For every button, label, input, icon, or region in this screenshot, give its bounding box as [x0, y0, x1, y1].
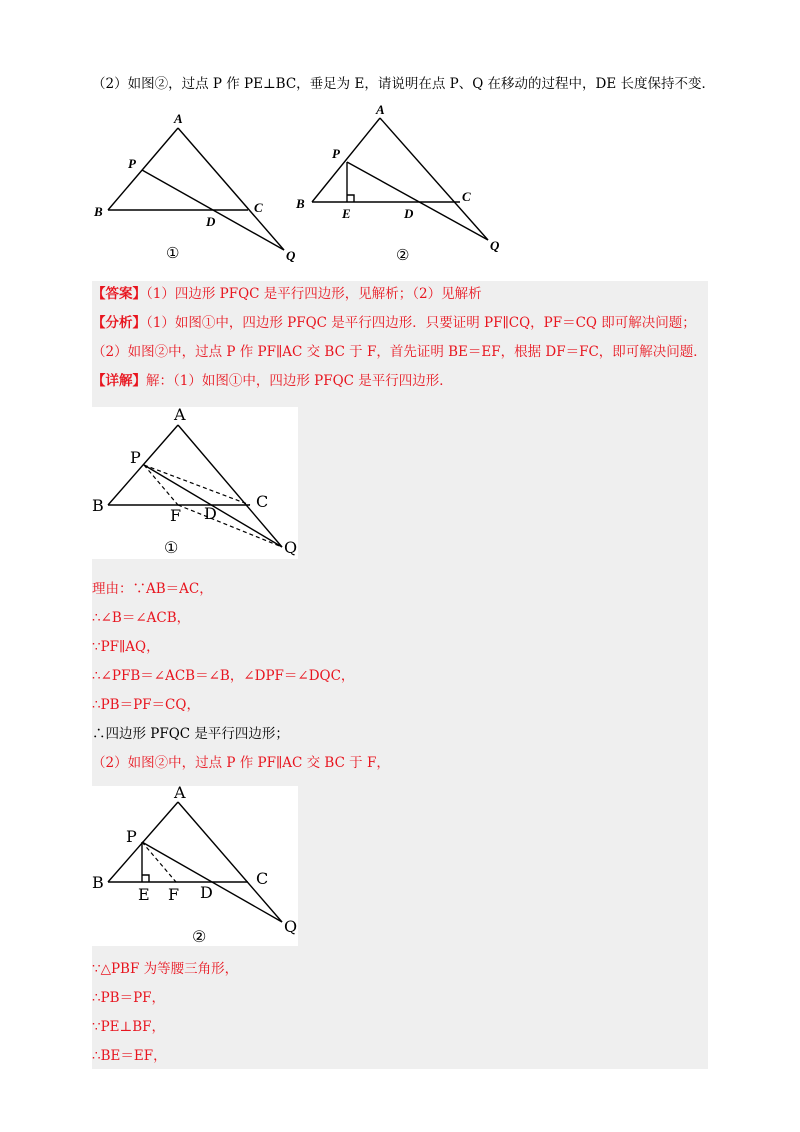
label-p: P: [126, 827, 137, 846]
proof-line: ∴PB＝PF，: [92, 990, 166, 1006]
proof-line: （2）如图②中，过点 P 作 PF∥AC 交 BC 于 F，: [92, 755, 390, 771]
label-a: A: [376, 102, 385, 117]
label-f: F: [170, 506, 182, 525]
label-c: C: [256, 492, 269, 511]
label-c: C: [254, 200, 263, 215]
detail-tag: 【详解】: [92, 373, 146, 389]
label-b: B: [92, 496, 104, 515]
label-d: D: [200, 883, 213, 902]
label-q: Q: [286, 248, 296, 263]
proof-line: ∴BE＝EF，: [92, 1048, 167, 1064]
answer-text: （1）四边形 PFQC 是平行四边形，见解析；（2）见解析: [146, 286, 482, 302]
analysis-tag: 【分析】: [92, 315, 146, 331]
label-c: C: [256, 869, 269, 888]
proof-line: ∵△PBF 为等腰三角形，: [92, 961, 239, 977]
figure-2-answer: [92, 786, 298, 946]
label-b: B: [92, 873, 104, 892]
label-b: B: [296, 196, 305, 211]
label-c: C: [462, 189, 471, 204]
detail-line: [92, 371, 453, 391]
detail-text: 解：（1）如图①中，四边形 PFQC 是平行四边形．: [146, 373, 453, 389]
label-f: F: [168, 885, 180, 904]
figure-1-question: [86, 108, 302, 268]
answer-tag: 【答案】: [92, 286, 146, 302]
label-a: A: [174, 111, 183, 126]
label-d: D: [404, 206, 414, 221]
figure-number: ②: [396, 248, 410, 264]
figure-2-question: [292, 100, 508, 270]
figure-number: ①: [164, 538, 179, 557]
label-p: P: [332, 146, 340, 161]
label-b: B: [94, 204, 103, 219]
label-e: E: [342, 206, 351, 221]
analysis-line-1: [92, 313, 696, 333]
label-q: Q: [490, 238, 500, 253]
proof-line: ∴∠PFB＝∠ACB＝∠B，∠DPF＝∠DQC，: [92, 668, 355, 684]
label-p: P: [130, 448, 141, 467]
analysis-line-2: （2）如图②中，过点 P 作 PF∥AC 交 BC 于 F，首先证明 BE＝EF，根据 DF＝FC，即可解决问题．: [92, 344, 707, 360]
figure-1-answer: [92, 407, 298, 559]
figure-number: ②: [192, 927, 207, 946]
answer-line: [92, 284, 482, 304]
label-d: D: [204, 504, 217, 523]
label-d: D: [206, 214, 216, 229]
proof-line: ∴PB＝PF＝CQ，: [92, 697, 200, 713]
analysis-text-1: （1）如图①中，四边形 PFQC 是平行四边形．只要证明 PF∥CQ，PF＝CQ 即可解决问题；: [146, 315, 696, 331]
proof-line: ∵PE⊥BF，: [92, 1019, 166, 1035]
label-a: A: [174, 786, 186, 802]
figure-number: ①: [166, 246, 180, 262]
proof-line: 理由：∵AB＝AC，: [92, 581, 213, 597]
label-e: E: [138, 885, 150, 904]
proof-line: ∴∠B＝∠ACB，: [92, 610, 191, 626]
label-q: Q: [284, 917, 298, 936]
label-a: A: [174, 407, 186, 424]
question-part2: （2）如图②，过点 P 作 PE⊥BC，垂足为 E，请说明在点 P、Q 在移动的过程中，DE 长度保持不变．: [92, 76, 716, 92]
label-p: P: [128, 156, 136, 171]
label-q: Q: [284, 538, 298, 557]
proof-line: ∴四边形 PFQC 是平行四边形；: [92, 726, 289, 742]
proof-line: ∵PF∥AQ，: [92, 639, 160, 655]
